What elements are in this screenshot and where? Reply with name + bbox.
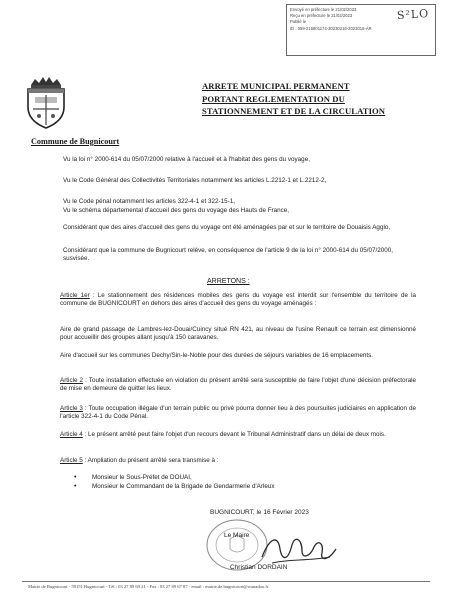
article-5-text: : Ampliation du présent arrêté sera transmise à :: [82, 457, 219, 464]
title-line-1: ARRETE MUNICIPAL PERMANENT: [202, 81, 350, 91]
preamble-law: Vu la loi n° 2000-614 du 05/07/2000 relative à l'accueil et à l'habitat des gens du voyage,: [63, 156, 310, 163]
recipient-list: [74, 473, 404, 491]
signer-name: Christian DORDAIN: [230, 564, 288, 571]
footer-divider: [22, 581, 430, 582]
place-and-date: BUGNICOURT, le 16 Février 2023: [210, 509, 309, 516]
coat-of-arms-icon: [21, 73, 71, 131]
footer-contact: Mairie de Bugnicourt - 59151 Bugnicourt - Tél : 03 27 89 69 21 - Fax : 03 27 89 67 87 - email : mairie.de.bugnicourt@wanadoo.fr: [28, 584, 269, 589]
article-3-text: : Toute occupation illégale d'un terrain public ou privé pourra donner lieu à des poursuites judiciaires en application de l'article 322-4-1 du Code Pénal.: [60, 405, 416, 421]
stamp-published-line: Publié le: [290, 19, 307, 25]
title-line-2: PORTANT REGLEMENTATION DU: [202, 93, 345, 104]
article-3-label: Article 3: [60, 405, 83, 412]
article-1-text: : Le stationnement des résidences mobiles des gens du voyage est interdit sur l'ensemble du territoire de la commune de BUGNICOURT en dehors des aires d'accueil des gens du voyage aménagés :: [60, 292, 416, 308]
recipient-item: • Monsieur le Sous-Préfet de DOUAI,: [74, 473, 404, 482]
arretons-heading: ARRETONS :: [207, 278, 250, 285]
preamble-schema: Vu le schéma départemental d'accueil des gens du voyage des Hauts de France,: [63, 207, 290, 214]
article-1: [60, 292, 416, 309]
stamp-logo: S²LO: [396, 6, 430, 23]
recipient-item: • Monsieur le Commandant de la Brigade de Gendarmerie d'Arleux: [74, 482, 404, 491]
stamp-sent-line: Envoyé en préfecture le 21/02/2023: [290, 7, 357, 12]
preamble-considering-1: Considérant que des aires d'accueil des gens du voyage ont été aménagées par et sur le territoire de Douaisis Agglo,: [63, 224, 391, 231]
article-1-label: Article 1er: [60, 292, 90, 299]
signature-block: [210, 509, 350, 575]
article-5-label: Article 5: [60, 457, 83, 464]
article-2-text: : Toute installation effectuée en violation du présent arrêté sera susceptible de faire l'objet d'une décision préfectorale de mise en demeure de quitter les lieux.: [60, 377, 417, 393]
article-3: [60, 405, 416, 422]
prefecture-receipt-stamp: [286, 4, 436, 56]
preamble-penal-code: Vu le Code pénal notamment les articles 322-4-1 et 322-15-1,: [63, 198, 235, 205]
stamp-received-line: Reçu en préfecture le 21/02/2023: [290, 13, 353, 19]
article-1-grand-passage: Aire de grand passage de Lambres-lez-Douai/Cuincy situé RN 421, au niveau de l'usine Renault ce terrain est dimensionné pour accueillir des groupes allant jusqu'à 150 caravanes.: [60, 326, 416, 342]
article-2-label: Article 2: [60, 377, 84, 384]
article-2: [60, 377, 416, 394]
preamble-considering-2: Considérant que la commune de Bugnicourt relève, en conséquence de l'article 9 de la loi n° 2000-614 du 05/07/2000, susvisée.: [63, 247, 393, 263]
preamble-cgct: Vu le Code Général des Collectivités Territoriales notamment les articles L.2212-1 et L.2212-2,: [63, 177, 327, 184]
decree-title: [202, 80, 412, 118]
handwritten-signature-icon: [258, 527, 338, 569]
municipality-name: Commune de Bugnicourt: [31, 137, 120, 146]
article-5: [60, 457, 416, 465]
article-4-text: : Le présent arrêté peut faire l'objet d'un recours devant le Tribunal Administratif dans un délai de deux mois.: [82, 431, 386, 438]
article-4-label: Article 4: [60, 431, 83, 438]
article-1-accueil-dechy: Aire d'accueil sur les communes Dechy/Sin-le-Noble pour des durées de séjours variables de 16 emplacements.: [60, 352, 374, 359]
signer-role: Le Maire: [224, 532, 250, 539]
article-4: [60, 431, 416, 439]
stamp-id-line: ID : 059-215901174-20230216-2023016-AR: [290, 25, 372, 31]
title-line-3: STATIONNEMENT ET DE LA CIRCULATION: [202, 106, 386, 116]
